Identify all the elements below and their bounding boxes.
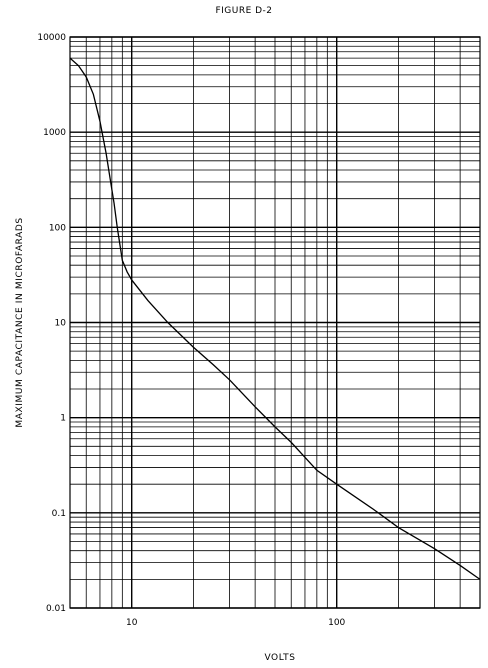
figure-title: FIGURE D-2 bbox=[215, 6, 273, 16]
y-tick-label: 100 bbox=[48, 223, 66, 234]
y-tick-label: 10 bbox=[54, 318, 66, 329]
y-tick-label: 1000 bbox=[43, 128, 66, 139]
y-tick-label: 1 bbox=[60, 413, 66, 424]
y-axis-label: MAXIMUM CAPACITANCE IN MICROFARADS bbox=[15, 217, 25, 428]
y-tick-label: 10000 bbox=[37, 33, 66, 43]
x-tick-label: 100 bbox=[328, 618, 346, 628]
x-tick-label: 10 bbox=[125, 618, 138, 628]
x-axis-label: VOLTS bbox=[264, 653, 296, 663]
y-tick-label: 0.01 bbox=[45, 604, 66, 614]
y-tick-labels bbox=[37, 33, 66, 614]
grid bbox=[70, 37, 480, 608]
y-tick-label: 0.1 bbox=[51, 508, 66, 519]
x-tick-labels bbox=[126, 618, 346, 628]
